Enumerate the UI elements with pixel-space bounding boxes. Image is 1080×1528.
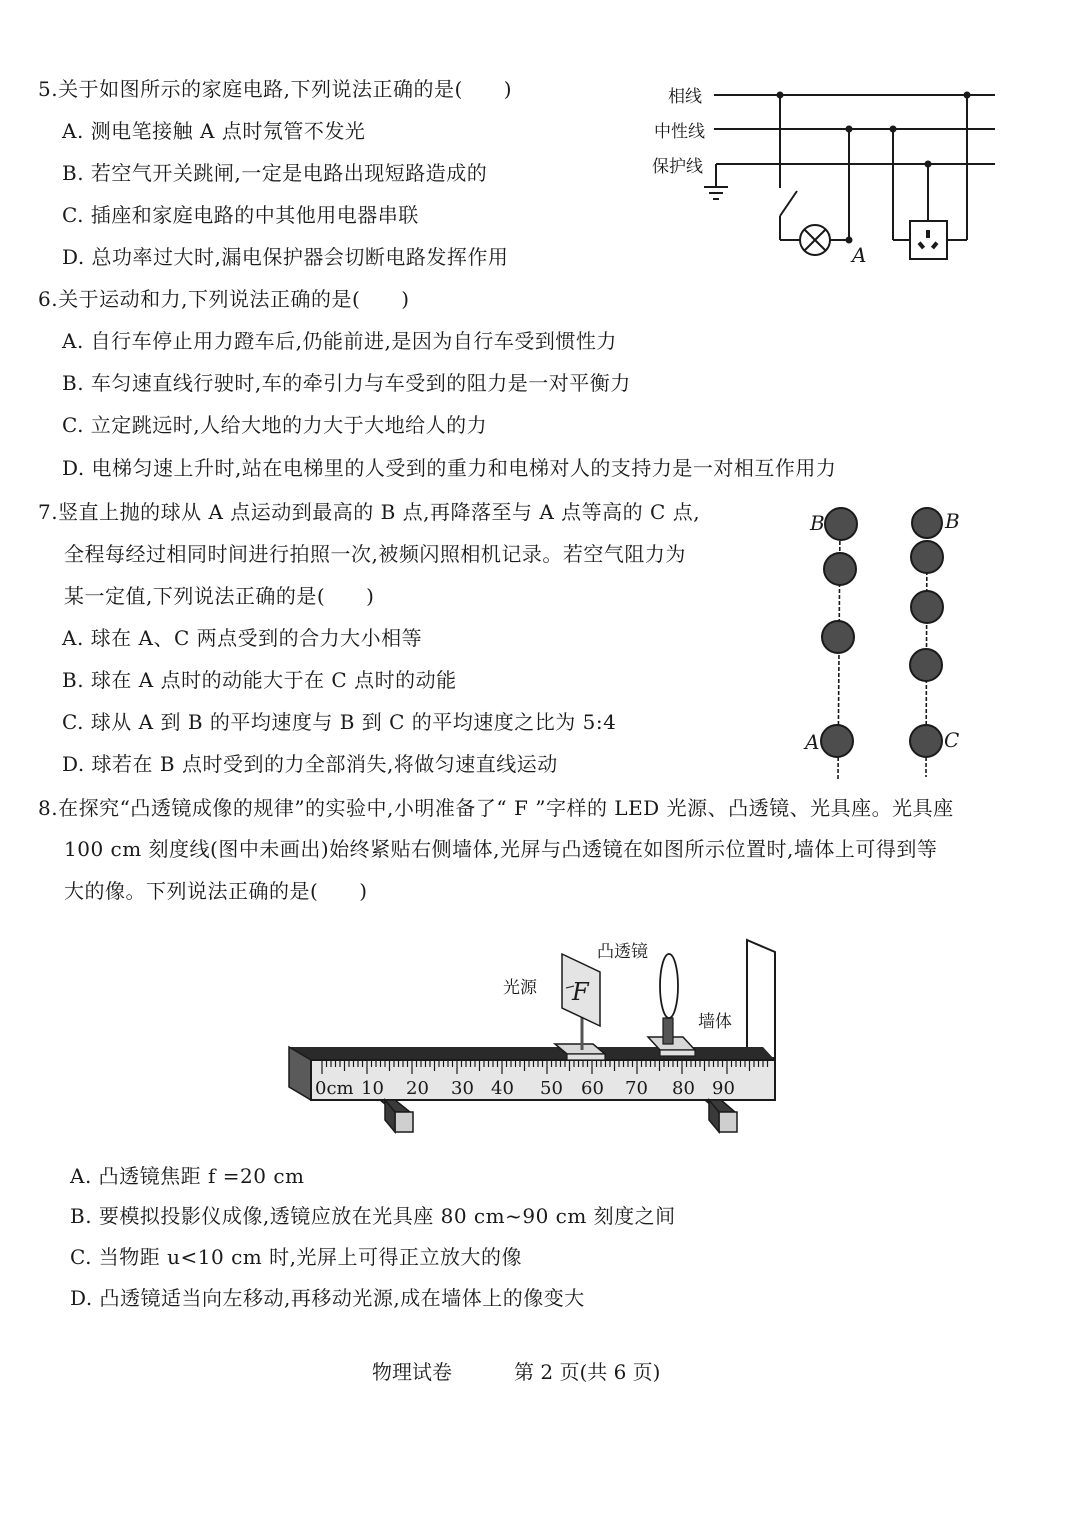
q6-option-a[interactable]: A. 自行车停止用力蹬车后,仍能前进,是因为自行车受到惯性力 bbox=[62, 329, 617, 353]
tick-30: 30 bbox=[451, 1078, 474, 1099]
tick-40: 40 bbox=[491, 1078, 514, 1099]
strobe-ball-diagram bbox=[790, 495, 990, 785]
q6-stem: 6.关于运动和力,下列说法正确的是( ) bbox=[38, 287, 410, 311]
f-letter: F bbox=[572, 978, 589, 1006]
ball-b-label-right: B bbox=[945, 509, 960, 533]
q6-option-c[interactable]: C. 立定跳远时,人给大地的力大于大地给人的力 bbox=[62, 413, 488, 437]
tick-50: 50 bbox=[540, 1078, 563, 1099]
q7-option-b[interactable]: B. 球在 A 点时的动能大于在 C 点时的动能 bbox=[62, 668, 457, 692]
q8-option-a[interactable]: A. 凸透镜焦距 f =20 cm bbox=[70, 1164, 305, 1188]
q7-option-a[interactable]: A. 球在 A、C 两点受到的合力大小相等 bbox=[62, 626, 423, 650]
q8-option-b[interactable]: B. 要模拟投影仪成像,透镜应放在光具座 80 cm~90 cm 刻度之间 bbox=[70, 1204, 676, 1228]
q7-option-c[interactable]: C. 球从 A 到 B 的平均速度与 B 到 C 的平均速度之比为 5:4 bbox=[62, 710, 617, 734]
ground-wire-label: 保护线 bbox=[652, 157, 703, 177]
tick-20: 20 bbox=[406, 1078, 429, 1099]
tick-80: 80 bbox=[672, 1078, 695, 1099]
ball-c-label: C bbox=[944, 728, 960, 752]
tick-60: 60 bbox=[581, 1078, 604, 1099]
convex-lens bbox=[648, 954, 695, 1056]
q8-option-d[interactable]: D. 凸透镜适当向左移动,再移动光源,成在墙体上的像变大 bbox=[70, 1286, 585, 1310]
household-circuit-diagram bbox=[640, 80, 1010, 275]
q8-option-c[interactable]: C. 当物距 u<10 cm 时,光屏上可得正立放大的像 bbox=[70, 1245, 522, 1269]
q5-option-d[interactable]: D. 总功率过大时,漏电保护器会切断电路发挥作用 bbox=[62, 245, 509, 269]
exam-subject: 物理试卷 bbox=[372, 1360, 452, 1384]
q6-option-d[interactable]: D. 电梯匀速上升时,站在电梯里的人受到的重力和电梯对人的支持力是一对相互作用力 bbox=[62, 456, 837, 480]
neutral-wire-label: 中性线 bbox=[654, 122, 705, 142]
q8-stem-line3: 大的像。下列说法正确的是( ) bbox=[64, 879, 368, 903]
light-source-label: 光源 bbox=[503, 978, 537, 998]
q5-option-c[interactable]: C. 插座和家庭电路的中其他用电器串联 bbox=[62, 203, 419, 227]
q5-option-b[interactable]: B. 若空气开关跳闸,一定是电路出现短路造成的 bbox=[62, 161, 488, 185]
tick-90: 90 bbox=[712, 1078, 735, 1099]
page-footer bbox=[372, 1356, 722, 1385]
q5-stem: 5.关于如图所示的家庭电路,下列说法正确的是( ) bbox=[38, 77, 513, 101]
q7-stem-line2: 全程每经过相同时间进行拍照一次,被频闪照相机记录。若空气阻力为 bbox=[64, 542, 686, 566]
page-number: 第 2 页(共 6 页) bbox=[514, 1360, 661, 1384]
tick-10: 10 bbox=[361, 1078, 384, 1099]
q5-option-a[interactable]: A. 测电笔接触 A 点时氖管不发光 bbox=[62, 119, 366, 143]
tick-0cm: 0cm bbox=[315, 1078, 354, 1099]
q7-stem-line1: 7.竖直上抛的球从 A 点运动到最高的 B 点,再降落至与 A 点等高的 C 点, bbox=[38, 500, 701, 524]
point-a-label: A bbox=[852, 243, 867, 267]
q7-option-d[interactable]: D. 球若在 B 点时受到的力全部消失,将做匀速直线运动 bbox=[62, 752, 558, 776]
q8-stem-line1: 8.在探究“凸透镜成像的规律”的实验中,小明准备了“ F ”字样的 LED 光源、凸透镜、光具座。光具座 bbox=[38, 796, 954, 820]
ball-b-label-left: B bbox=[810, 511, 825, 535]
q8-stem-line2: 100 cm 刻度线(图中未画出)始终紧贴右侧墙体,光屏与凸透镜在如图所示位置时,墙体上可得到等 bbox=[64, 837, 938, 861]
tick-70: 70 bbox=[625, 1078, 648, 1099]
q7-stem-line3: 某一定值,下列说法正确的是( ) bbox=[64, 584, 375, 608]
q6-option-b[interactable]: B. 车匀速直线行驶时,车的牵引力与车受到的阻力是一对平衡力 bbox=[62, 371, 631, 395]
light-source bbox=[555, 954, 605, 1060]
wall-label: 墙体 bbox=[698, 1012, 732, 1032]
convex-lens-label: 凸透镜 bbox=[597, 942, 648, 962]
live-wire-label: 相线 bbox=[668, 87, 702, 107]
ball-a-label: A bbox=[805, 730, 820, 754]
optical-bench-diagram bbox=[285, 932, 785, 1137]
